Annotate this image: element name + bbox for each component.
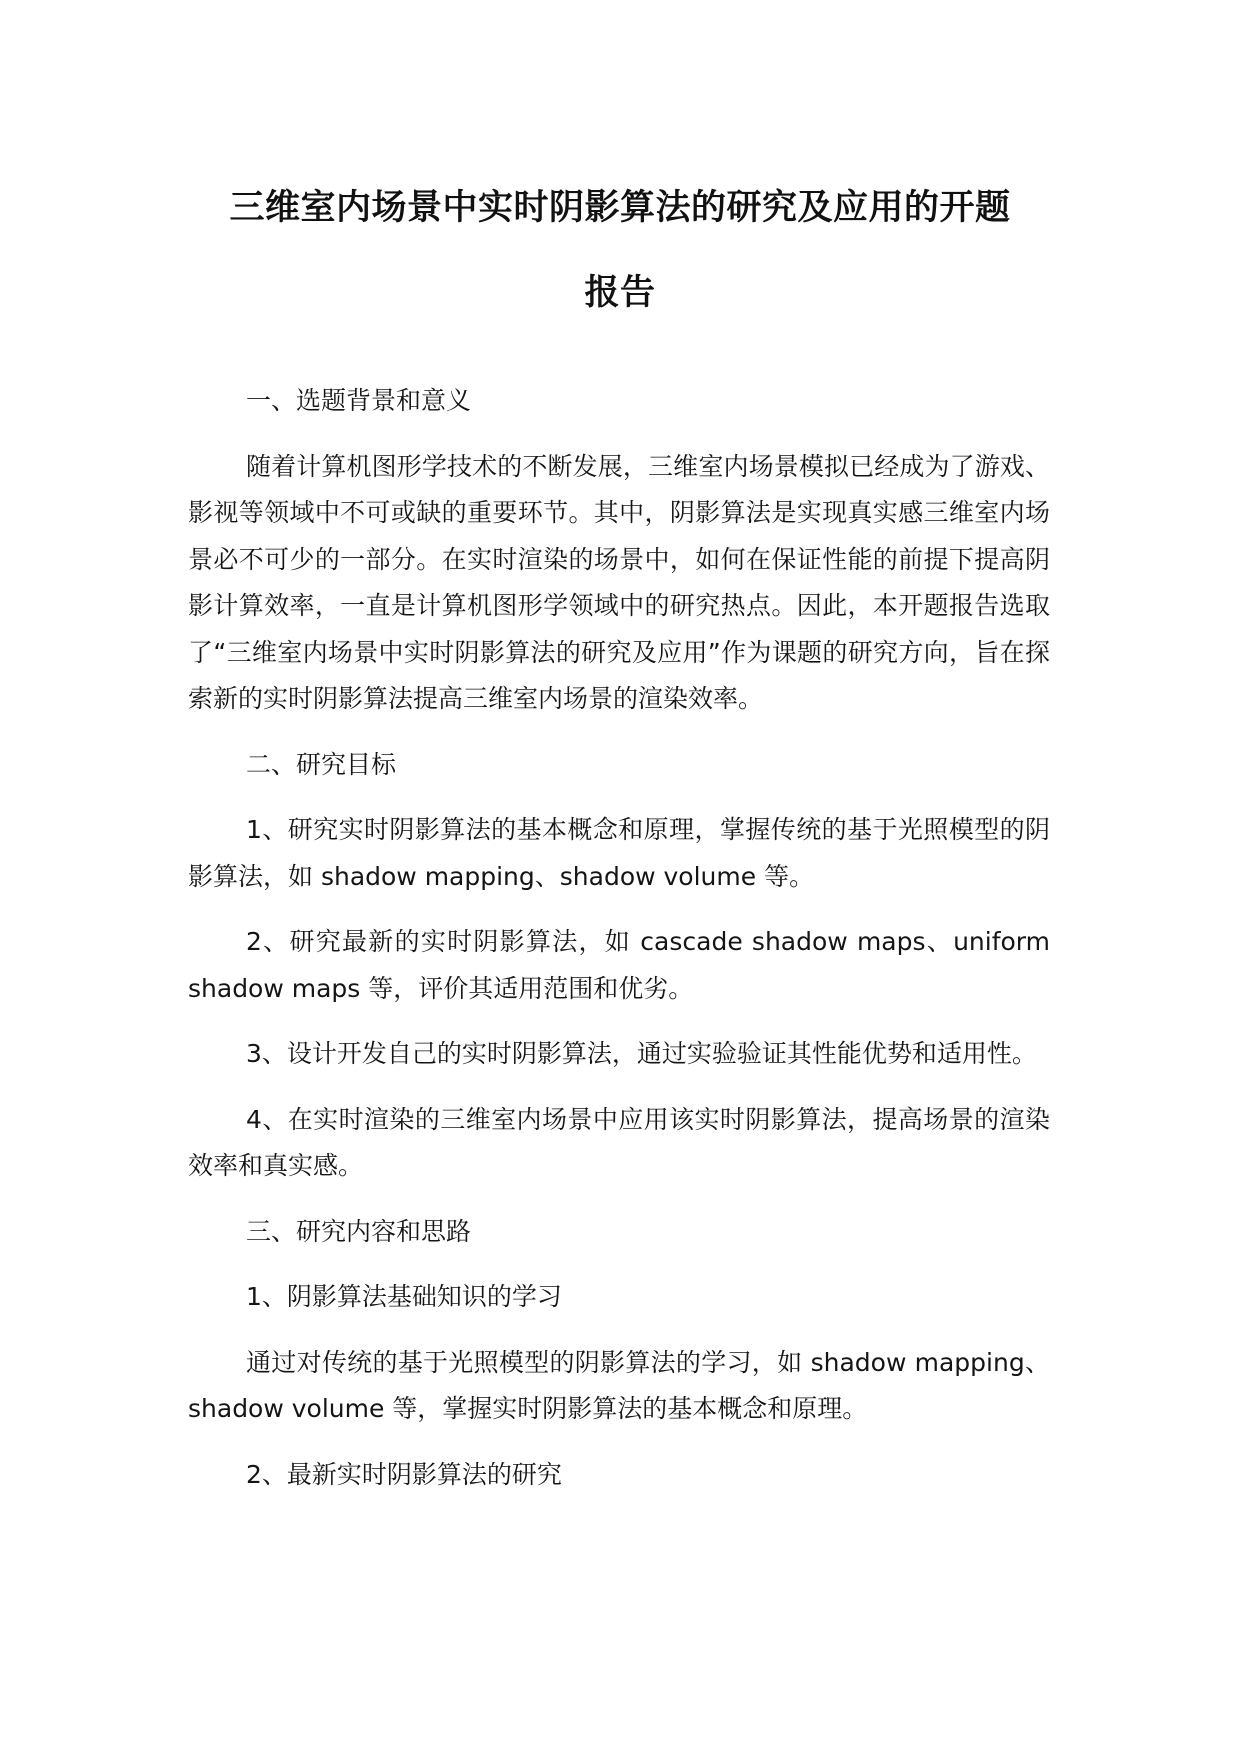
document-title-line-1: 三维室内场景中实时阴影算法的研究及应用的开题 bbox=[229, 188, 1011, 228]
paragraph-background: 随着计算机图形学技术的不断发展，三维室内场景模拟已经成为了游戏、影视等领域中不可或缺的重要环节。其中，阴影算法是实现真实感三维室内场景必不可少的一部分。在实时渲染的场景中，如何在保证性能的前提下提高阴影计算效率，一直是计算机图形学领域中的研究热点。因此，本开题报告选取了“三维室内场景中实时阴影算法的研究及应用”作为课题的研究方向，旨在探索新的实时阴影算法提高三维室内场景的渲染效率。 bbox=[188, 451, 1050, 713]
subsection-heading-basics: 1、阴影算法基础知识的学习 bbox=[246, 1282, 562, 1311]
paragraph-basics: 通过对传统的基于光照模型的阴影算法的学习，如 shadow mapping、shadow volume 等，掌握实时阴影算法的基本概念和原理。 bbox=[188, 1347, 1050, 1423]
section-heading-goals: 二、研究目标 bbox=[246, 749, 397, 779]
goal-item-2: 2、研究最新的实时阴影算法，如 cascade shadow maps、uniform shadow maps 等，评价其适用范围和优劣。 bbox=[188, 927, 1050, 1003]
section-heading-content: 三、研究内容和思路 bbox=[246, 1216, 472, 1246]
section-heading-background: 一、选题背景和意义 bbox=[246, 386, 472, 415]
document-title-line-2: 报告 bbox=[584, 273, 656, 313]
subsection-heading-latest: 2、最新实时阴影算法的研究 bbox=[246, 1459, 562, 1489]
document-body bbox=[188, 378, 1050, 1517]
goal-item-3: 3、设计开发自己的实时阴影算法，通过实验验证其性能优势和适用性。 bbox=[246, 1039, 1037, 1068]
goal-item-4: 4、在实时渲染的三维室内场景中应用该实时阴影算法，提高场景的渲染效率和真实感。 bbox=[188, 1104, 1050, 1180]
goal-item-1: 1、研究实时阴影算法的基本概念和原理，掌握传统的基于光照模型的阴影算法，如 shadow mapping、shadow volume 等。 bbox=[188, 815, 1050, 891]
